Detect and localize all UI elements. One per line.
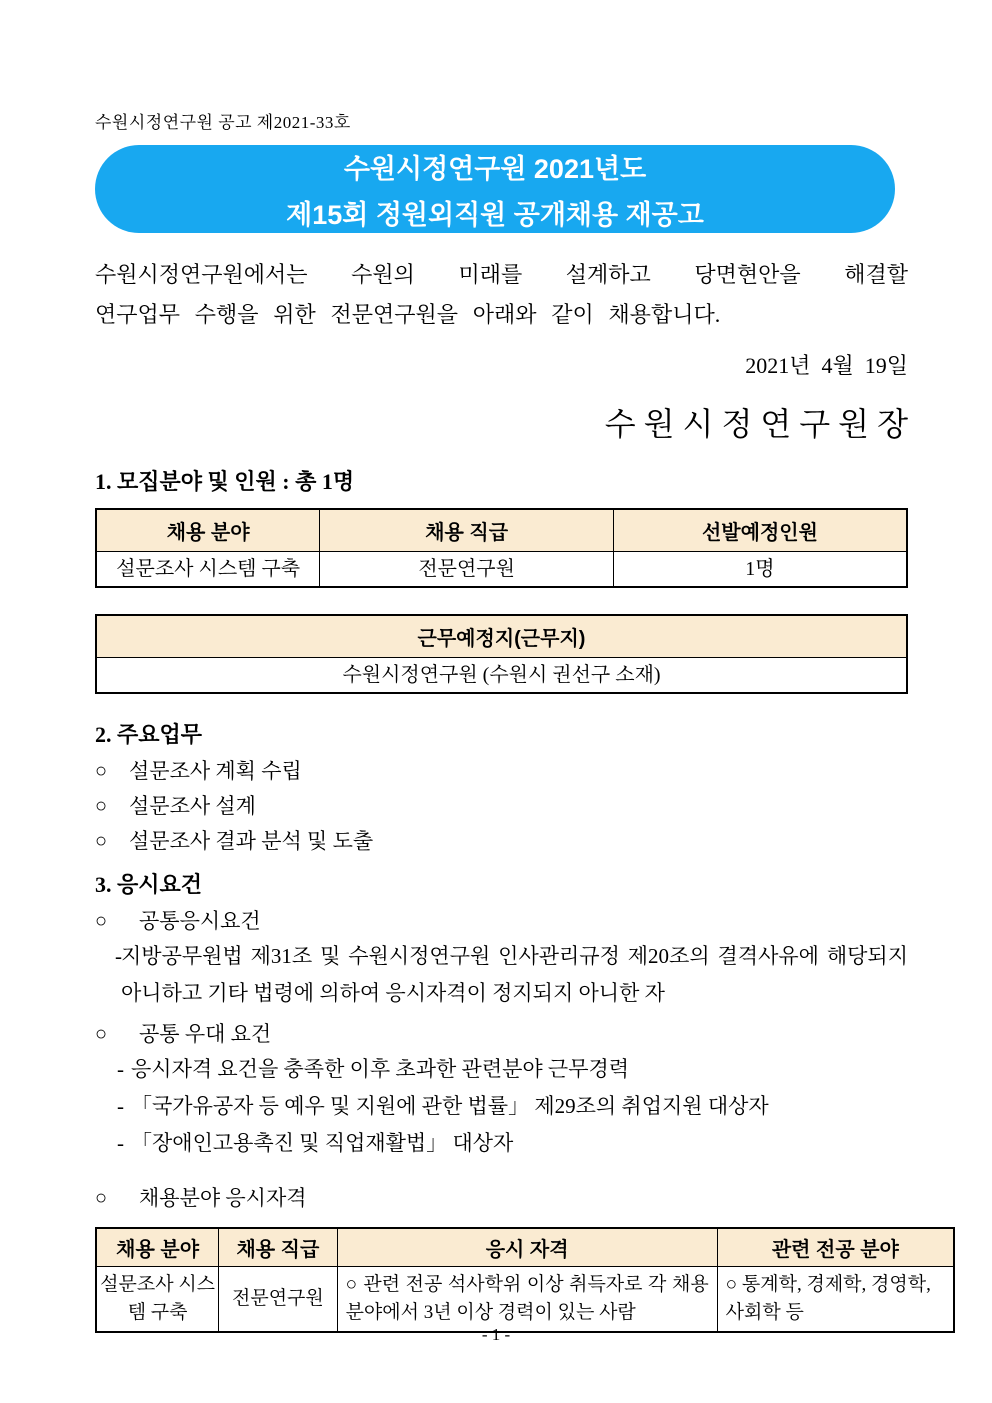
requirement-text: 지방공무원법 제31조 및 수원시정연구원 인사관리규정 제20조의 결격사유에 해당되지 아니하고 기타 법령에 의하여 응시자격이 정지되지 아니한 자 — [121, 944, 908, 1005]
common-requirements-label — [95, 904, 908, 938]
recruitment-cell-count: 1명 — [613, 552, 907, 588]
workplace-cell: 수원시정연구원 (수원시 권선구 소재) — [96, 658, 907, 694]
preference-item — [95, 1088, 908, 1125]
recruitment-table — [95, 508, 908, 588]
section2-items — [95, 754, 908, 859]
qualification-table-header-row — [96, 1228, 954, 1267]
signature-line: 수 원 시 정 연 구 원 장 — [604, 406, 908, 442]
banner-line2: 제15회 정원외직원 공개채용 재공고 — [286, 199, 704, 230]
section1-title: 1. 모집분야 및 인원 : 총 1명 — [95, 469, 355, 494]
list-item — [95, 824, 908, 859]
workplace-header: 근무예정지(근무지) — [96, 615, 907, 658]
group-label-text: 공통 우대 요건 — [139, 1022, 272, 1046]
workplace-table-row — [96, 658, 907, 694]
preference-requirements-label — [95, 1017, 908, 1051]
requirement-text: 「장애인고용촉진 및 직업재활법」 대상자 — [131, 1131, 514, 1155]
group-label-text: 채용분야 응시자격 — [139, 1186, 307, 1210]
recruitment-header-grade: 채용 직급 — [320, 509, 614, 552]
qual-cell-grade: 전문연구원 — [219, 1267, 337, 1333]
circle-bullet: ○ — [95, 910, 108, 932]
section2-title: 2. 주요업무 — [95, 722, 203, 747]
dash-bullet: - — [117, 1094, 124, 1118]
list-item-text: 설문조사 계획 수립 — [129, 759, 302, 783]
list-item-text: 설문조사 결과 분석 및 도출 — [129, 829, 374, 853]
common-requirement-item — [95, 938, 908, 1012]
group-label-text: 공통응시요건 — [139, 909, 261, 933]
qual-header-qualification: 응시 자격 — [337, 1228, 717, 1267]
preference-item — [95, 1125, 908, 1162]
recruitment-header-count: 선발예정인원 — [613, 509, 907, 552]
list-item-text: 설문조사 설계 — [129, 794, 256, 818]
banner-line1: 수원시정연구원 2021년도 — [343, 153, 647, 184]
dash-bullet: - — [117, 1057, 124, 1081]
preference-item — [95, 1051, 908, 1088]
section3-title: 3. 응시요건 — [95, 872, 203, 897]
list-item — [95, 754, 908, 789]
circle-bullet: ○ — [95, 830, 108, 852]
qual-header-majors: 관련 전공 분야 — [717, 1228, 954, 1267]
announcement-date: 2021년 4월 19일 — [745, 353, 908, 378]
workplace-table-header-row — [96, 615, 907, 658]
qual-header-grade: 채용 직급 — [219, 1228, 337, 1267]
circle-bullet: ○ — [95, 1023, 108, 1045]
requirement-text: 「국가유공자 등 예우 및 지원에 관한 법률」 제29조의 취업지원 대상자 — [131, 1094, 769, 1118]
qual-cell-majors: ○ 통계학, 경제학, 경영학, 사회학 등 — [717, 1267, 954, 1333]
qual-cell-qualification: ○ 관련 전공 석사학위 이상 취득자로 각 채용 분야에서 3년 이상 경력이 있는 사람 — [337, 1267, 717, 1333]
intro-line2: 연구업무 수행을 위한 전문연구원을 아래와 같이 채용합니다. — [95, 302, 721, 327]
recruitment-header-field: 채용 분야 — [96, 509, 320, 552]
circle-bullet: ○ — [95, 1187, 108, 1209]
list-item — [95, 789, 908, 824]
requirement-text: 응시자격 요건을 충족한 이후 초과한 관련분야 근무경력 — [131, 1057, 630, 1081]
qual-header-field: 채용 분야 — [96, 1228, 219, 1267]
intro-line1: 수원시정연구원에서는 수원의 미래를 설계하고 당면현안을 해결할 — [95, 262, 908, 287]
notice-number: 수원시정연구원 공고 제2021-33호 — [95, 113, 351, 132]
circle-bullet: ○ — [95, 760, 108, 782]
dash-bullet: - — [115, 944, 122, 968]
qualification-table-row — [96, 1267, 954, 1333]
workplace-table — [95, 614, 908, 694]
recruitment-cell-grade: 전문연구원 — [320, 552, 614, 588]
qualification-table — [95, 1227, 955, 1333]
dash-bullet: - — [117, 1131, 124, 1155]
field-qualification-label — [95, 1181, 908, 1215]
title-banner — [95, 145, 895, 233]
recruitment-table-header-row — [96, 509, 907, 552]
page-number: - 1 - — [481, 1325, 511, 1344]
circle-bullet: ○ — [95, 795, 108, 817]
recruitment-table-row — [96, 552, 907, 588]
qual-cell-field: 설문조사 시스템 구축 — [96, 1267, 219, 1333]
intro-paragraph — [95, 255, 908, 335]
recruitment-cell-field: 설문조사 시스템 구축 — [96, 552, 320, 588]
